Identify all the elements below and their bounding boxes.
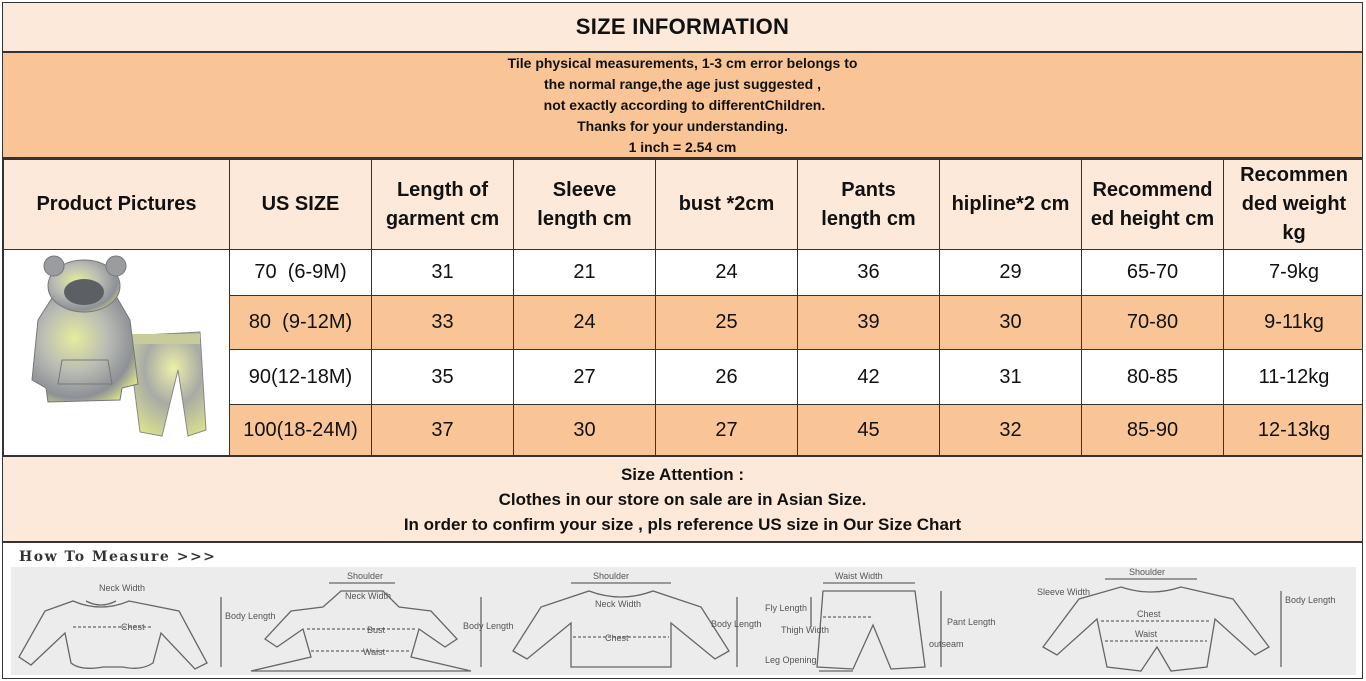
label-chest: Chest <box>605 633 629 643</box>
weight-cell: 7-9kg <box>1224 250 1364 296</box>
attention-line: In order to confirm your size , pls reference US size in Our Size Chart <box>403 514 962 534</box>
note-line: not exactly according to differentChildren. <box>539 96 826 113</box>
product-picture <box>4 250 230 457</box>
pants-length-cell: 39 <box>798 296 940 350</box>
size-cell: 80 (9-12M) <box>230 296 372 350</box>
label-waist: Waist <box>363 647 386 657</box>
note-line: Tile physical measurements, 1-3 cm error belongs to <box>507 54 858 71</box>
bust-cell: 25 <box>656 296 798 350</box>
garment-length-cell: 31 <box>372 250 514 296</box>
attention-title: Size Attention : <box>620 464 745 484</box>
label-body-length: Body Length <box>1285 595 1336 605</box>
label-fly-length: Fly Length <box>765 603 808 613</box>
top-diagram <box>513 583 737 667</box>
measurement-diagrams <box>11 567 1356 675</box>
table-header-row <box>4 160 1364 250</box>
note-line: the normal range,the age just suggested , <box>544 75 821 92</box>
size-cell: 70 (6-9M) <box>230 250 372 296</box>
pants-length-cell: 36 <box>798 250 940 296</box>
label-neck-width: Neck Width <box>99 583 146 593</box>
label-neck-width: Neck Width <box>345 591 392 601</box>
sleeve-length-cell: 30 <box>514 404 656 456</box>
col-header-hipline: hipline*2 cm <box>940 160 1082 250</box>
height-cell: 65-70 <box>1082 250 1224 296</box>
bust-cell: 24 <box>656 250 798 296</box>
how-to-measure-heading: How To Measure >>> <box>19 549 217 565</box>
label-outseam: outseam <box>929 639 964 649</box>
weight-cell: 9-11kg <box>1224 296 1364 350</box>
label-waist: Waist <box>1135 629 1158 639</box>
pants-length-cell: 42 <box>798 350 940 404</box>
note-line: Thanks for your understanding. <box>577 117 788 134</box>
garment-length-cell: 35 <box>372 350 514 404</box>
label-shoulder: Shoulder <box>347 571 384 581</box>
label-leg-opening: Leg Opening <box>765 655 817 665</box>
tie-dye-hoodie-set-image <box>12 250 222 450</box>
label-body-length: Body Length <box>463 621 514 631</box>
pants-diagram <box>811 583 941 671</box>
bust-cell: 27 <box>656 404 798 456</box>
bodysuit-diagram <box>19 597 221 669</box>
size-cell: 90(12-18M) <box>230 350 372 404</box>
size-attention <box>3 455 1362 543</box>
measure-diagrams <box>11 567 1356 675</box>
label-shoulder: Shoulder <box>593 571 630 581</box>
size-table <box>3 159 1363 457</box>
how-to-measure <box>3 543 1362 679</box>
hipline-cell: 32 <box>940 404 1082 456</box>
label-body-length: Body Length <box>225 611 276 621</box>
height-cell: 80-85 <box>1082 350 1224 404</box>
col-header-product-pictures: Product Pictures <box>4 160 230 250</box>
garment-length-cell: 33 <box>372 296 514 350</box>
size-cell: 100(18-24M) <box>230 404 372 456</box>
label-body-length: Body Length <box>711 619 762 629</box>
col-header-sleeve-length: Sleeve length cm <box>514 160 656 250</box>
label-bust: Bust <box>367 625 386 635</box>
col-header-recommended-weight: Recommen ded weight kg <box>1224 160 1364 250</box>
label-pant-length: Pant Length <box>947 617 996 627</box>
size-chart <box>2 2 1363 679</box>
label-thigh-width: Thigh Width <box>781 625 830 635</box>
height-cell: 70-80 <box>1082 296 1224 350</box>
bust-cell: 26 <box>656 350 798 404</box>
sleeve-length-cell: 21 <box>514 250 656 296</box>
sleeve-length-cell: 24 <box>514 296 656 350</box>
hipline-cell: 31 <box>940 350 1082 404</box>
measurement-note <box>3 53 1362 159</box>
weight-cell: 12-13kg <box>1224 404 1364 456</box>
label-shoulder: Shoulder <box>1129 567 1166 577</box>
height-cell: 85-90 <box>1082 404 1224 456</box>
table-row <box>4 250 1364 296</box>
hipline-cell: 29 <box>940 250 1082 296</box>
col-header-pants-length: Pants length cm <box>798 160 940 250</box>
pants-length-cell: 45 <box>798 404 940 456</box>
sleeve-length-cell: 27 <box>514 350 656 404</box>
garment-length-cell: 37 <box>372 404 514 456</box>
label-sleeve-width: Sleeve Width <box>1037 587 1091 597</box>
label-chest: Chest <box>121 622 145 632</box>
attention-line: Clothes in our store on sale are in Asian Size. <box>498 489 867 509</box>
hipline-cell: 30 <box>940 296 1082 350</box>
label-chest: Chest <box>1137 609 1161 619</box>
page-title: SIZE INFORMATION <box>3 3 1362 53</box>
col-header-bust: bust *2cm <box>656 160 798 250</box>
weight-cell: 11-12kg <box>1224 350 1364 404</box>
col-header-recommended-height: Recommend ed height cm <box>1082 160 1224 250</box>
col-header-garment-length: Length of garment cm <box>372 160 514 250</box>
label-neck-width: Neck Width <box>595 599 642 609</box>
col-header-us-size: US SIZE <box>230 160 372 250</box>
label-waist-width: Waist Width <box>835 571 883 581</box>
note-line: 1 inch = 2.54 cm <box>628 138 737 155</box>
